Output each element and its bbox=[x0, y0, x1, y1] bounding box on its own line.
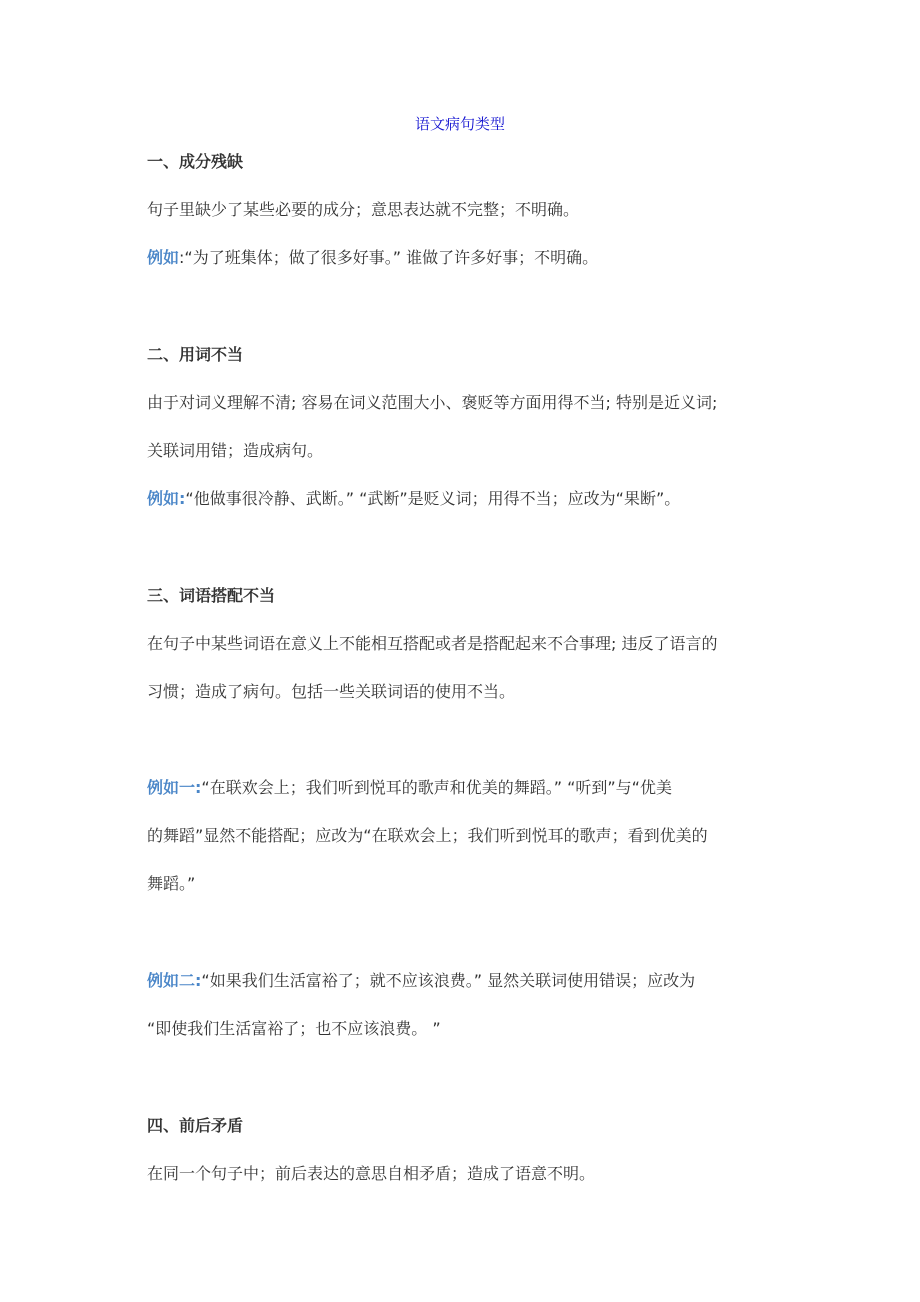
section-description: 在句子中某些词语在意义上不能相互搭配或者是搭配起来不合事理; 违反了语言的 bbox=[147, 634, 718, 653]
example-label: 例如 bbox=[147, 248, 180, 267]
section-heading: 四、前后矛盾 bbox=[147, 1116, 244, 1135]
section-heading: 二、用词不当 bbox=[147, 345, 244, 364]
example-line bbox=[147, 487, 787, 511]
section-description: 习惯；造成了病句。包括一些关联词语的使用不当。 bbox=[147, 682, 516, 701]
section-description: 句子里缺少了某些必要的成分；意思表达就不完整；不明确。 bbox=[147, 200, 580, 219]
section-description: 由于对词义理解不清; 容易在词义范围大小、褒贬等方面用得不当; 特别是近义词; bbox=[147, 393, 718, 412]
section-description: 在同一个句子中；前后表达的意思自相矛盾；造成了语意不明。 bbox=[147, 1164, 596, 1183]
document-title: 语文病句类型 bbox=[414, 115, 505, 133]
example-label: 例如: bbox=[147, 489, 186, 508]
section-heading: 三、词语搭配不当 bbox=[147, 586, 276, 605]
example-label: 例如一: bbox=[147, 778, 202, 797]
example-text: “他做事很冷静、武断。” “武断”是贬义词；用得不当；应改为“果断”。 bbox=[185, 489, 681, 508]
section-heading: 一、成分残缺 bbox=[147, 152, 244, 171]
example-line bbox=[147, 969, 787, 993]
example-text: 的舞蹈”显然不能搭配；应改为“在联欢会上；我们听到悦耳的歌声；看到优美的 bbox=[147, 826, 708, 845]
example-text: “在联欢会上；我们听到悦耳的歌声和优美的舞蹈。” “听到”与“优美 bbox=[201, 778, 672, 797]
example-text: 舞蹈。” bbox=[147, 874, 196, 893]
section-description: 关联词用错；造成病句。 bbox=[147, 441, 324, 460]
example-text: “即使我们生活富裕了；也不应该浪费。 ” bbox=[147, 1019, 441, 1038]
example-label: 例如二: bbox=[147, 971, 202, 990]
example-line bbox=[147, 246, 787, 270]
example-text: :“为了班集体；做了很多好事。” 谁做了许多好事；不明确。 bbox=[179, 248, 599, 267]
example-line bbox=[147, 776, 787, 800]
example-text: “如果我们生活富裕了；就不应该浪费。” 显然关联词使用错误；应改为 bbox=[201, 971, 696, 990]
